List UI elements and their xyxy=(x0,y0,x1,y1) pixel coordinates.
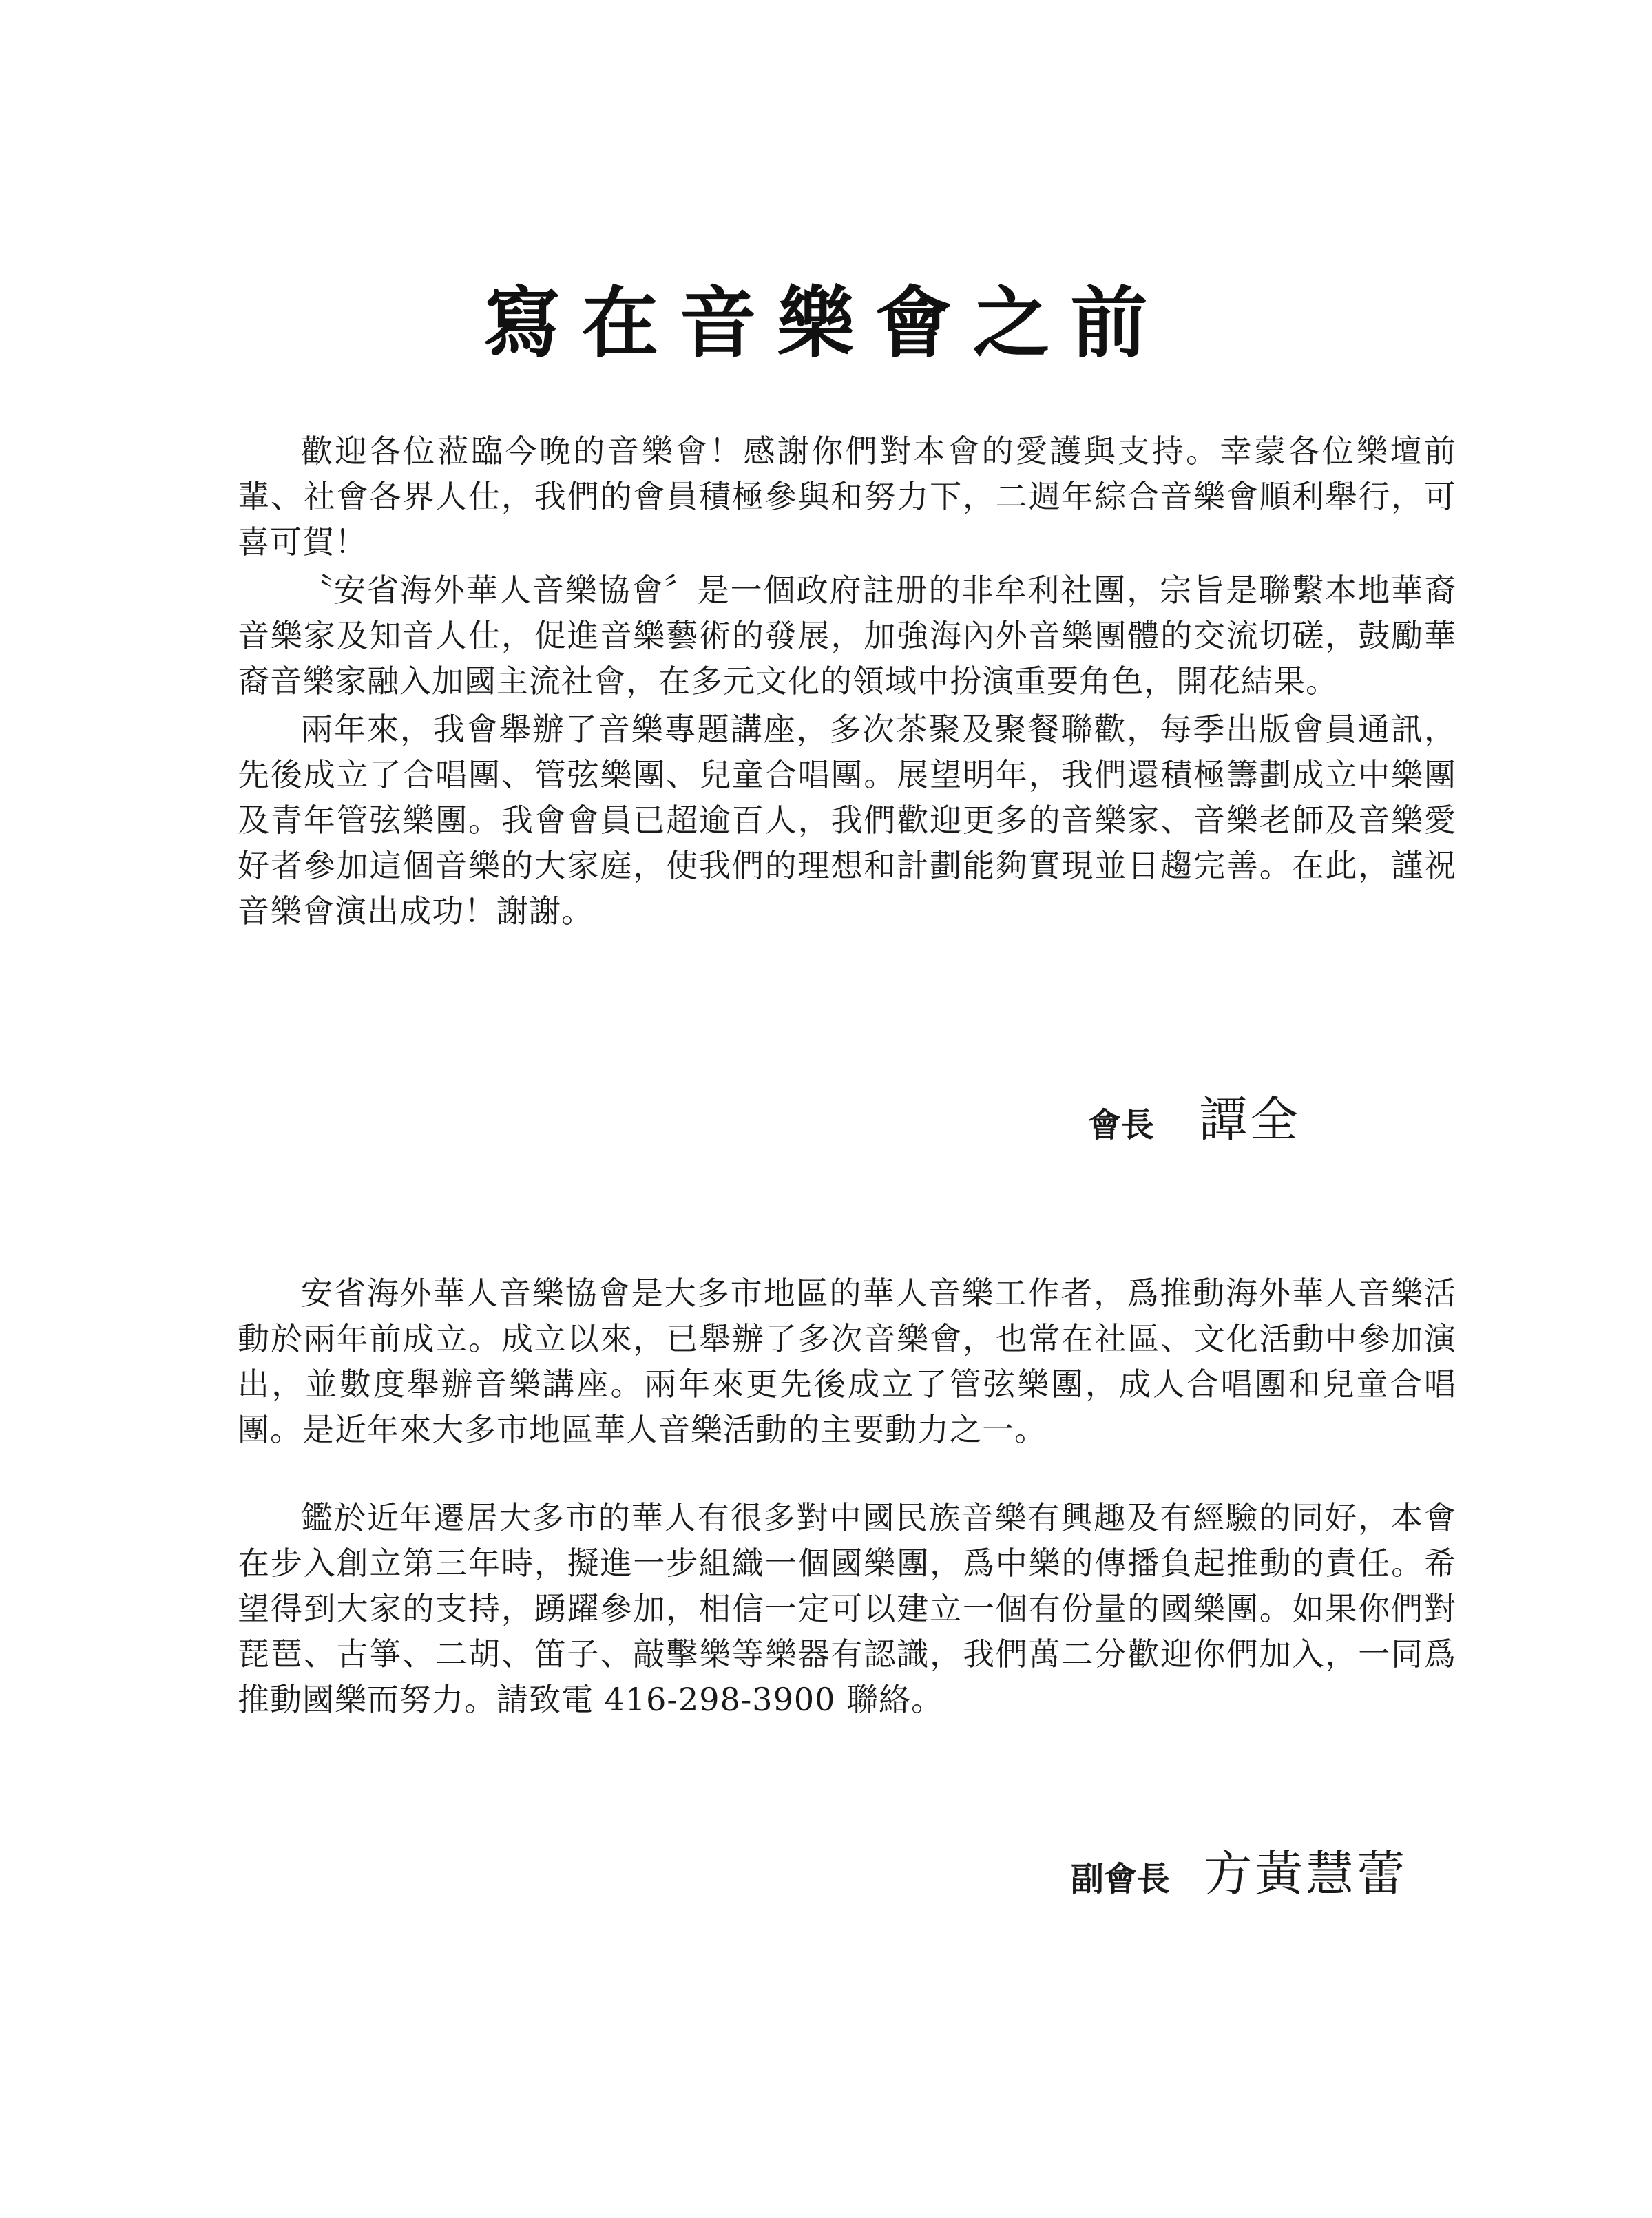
page-title: 寫在音樂會之前 xyxy=(483,278,1169,369)
paragraph: 〝安省海外華人音樂協會〞是一個政府註册的非牟利社團，宗旨是聯繫本地華裔音樂家及知音人仕，促進音樂藝術的發展，加強海內外音樂團體的交流切磋，鼓勵華裔音樂家融入加國主流社會，在多元文化的領域中扮演重要角色，開花結果。 xyxy=(238,572,1456,700)
vice-president-letter xyxy=(238,1270,1456,1722)
president-letter xyxy=(238,428,1456,934)
signature-role: 副會長 xyxy=(1071,1860,1171,1898)
paragraph: 兩年來，我會舉辦了音樂專題講座，多次茶聚及聚餐聯歡，每季出版會員通訊，先後成立了合唱團、管弦樂團、兒童合唱團。展望明年，我們還積極籌劃成立中樂團及青年管弦樂團。我會會員已超逾百人，我們歡迎更多的音樂家、音樂老師及音樂愛好者參加這個音樂的大家庭，使我們的理想和計劃能夠實現並日趨完善。在此，謹祝音樂會演出成功！謝謝。 xyxy=(238,711,1456,930)
signature-name: 方黃慧蕾 xyxy=(1204,1845,1408,1902)
paragraph: 安省海外華人音樂協會是大多市地區的華人音樂工作者，爲推動海外華人音樂活動於兩年前成立。成立以來，已舉辦了多次音樂會，也常在社區、文化活動中參加演出，並數度舉辦音樂講座。兩年來更先後成立了管弦樂團，成人合唱團和兒童合唱團。是近年來大多市地區華人音樂活動的主要動力之一。 xyxy=(238,1275,1456,1448)
vice-president-signature xyxy=(1071,1835,1408,1905)
paragraph: 鑑於近年遷居大多市的華人有很多對中國民族音樂有興趣及有經驗的同好，本會在步入創立第三年時，擬進一步組織一個國樂團，爲中樂的傳播負起推動的責任。希望得到大家的支持，踴躍參加，相信一定可以建立一個有份量的國樂團。如果你們對琵琶、古箏、二胡、笛子、敲擊樂等樂器有認識，我們萬二分歡迎你們加入，一同爲推動國樂而努力。請致電 416-298-3900 聯絡。 xyxy=(238,1499,1456,1718)
president-signature xyxy=(1088,1081,1301,1151)
paragraph: 歡迎各位蒞臨今晚的音樂會！感謝你們對本會的愛護與支持。幸蒙各位樂壇前輩、社會各界人仕，我們的會員積極參與和努力下，二週年綜合音樂會順利舉行，可喜可賀！ xyxy=(238,432,1456,561)
signature-role: 會長 xyxy=(1088,1106,1155,1144)
signature-name: 譚全 xyxy=(1199,1091,1301,1148)
